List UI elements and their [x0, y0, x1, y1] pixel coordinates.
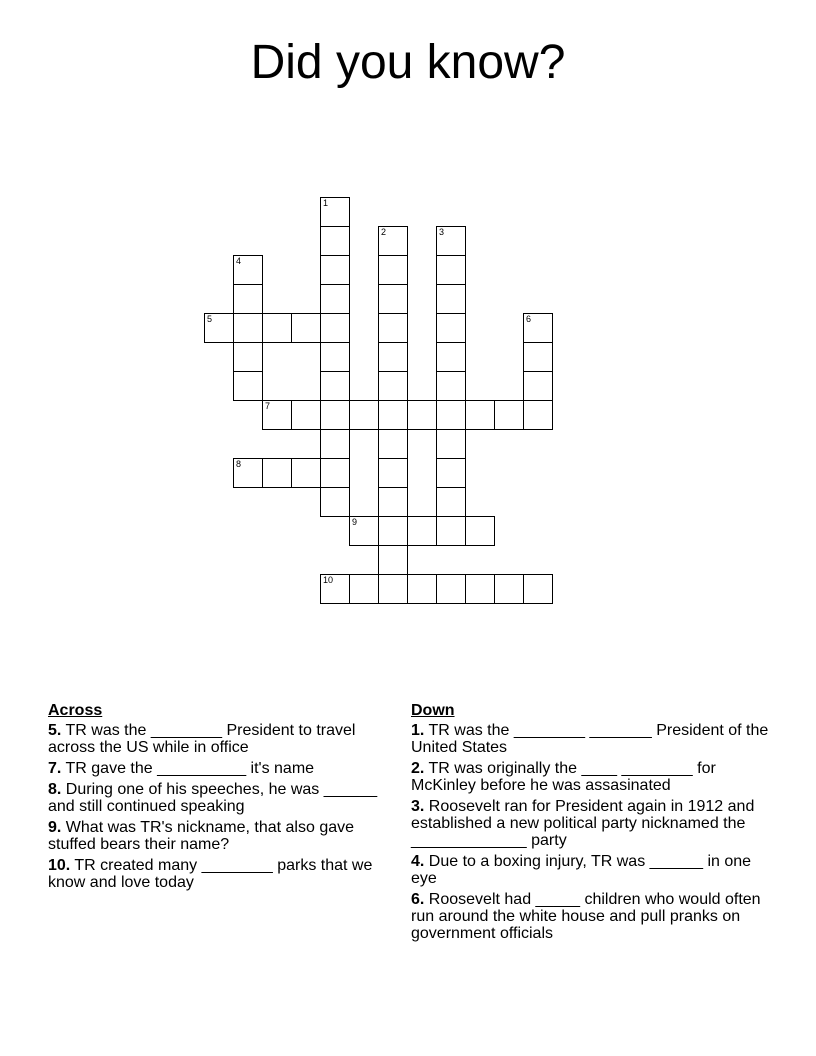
- grid-cell[interactable]: [262, 313, 292, 343]
- grid-cell[interactable]: [407, 516, 437, 546]
- grid-cell[interactable]: [233, 371, 263, 401]
- grid-cell[interactable]: [349, 516, 379, 546]
- grid-cell[interactable]: [378, 516, 408, 546]
- grid-cell[interactable]: [407, 400, 437, 430]
- grid-cell[interactable]: [262, 458, 292, 488]
- across-clue: 7. TR gave the __________ it's name: [48, 760, 315, 777]
- down-heading: Down: [411, 702, 455, 719]
- grid-cell[interactable]: [523, 400, 553, 430]
- grid-cell[interactable]: [465, 400, 495, 430]
- grid-cell[interactable]: [378, 400, 408, 430]
- grid-cell[interactable]: [291, 313, 321, 343]
- grid-cell[interactable]: [378, 487, 408, 517]
- grid-cell[interactable]: [523, 371, 553, 401]
- grid-cell[interactable]: [320, 371, 350, 401]
- grid-cell[interactable]: [378, 342, 408, 372]
- grid-cell[interactable]: [233, 313, 263, 343]
- clue-number: 5: [207, 314, 213, 324]
- grid-cell[interactable]: [349, 574, 379, 604]
- across-clues: [48, 702, 393, 895]
- grid-cell[interactable]: [320, 487, 350, 517]
- grid-cell[interactable]: [233, 284, 263, 314]
- grid-cell[interactable]: [465, 574, 495, 604]
- grid-cell[interactable]: [291, 458, 321, 488]
- clue-number: 7: [265, 401, 271, 411]
- grid-cell[interactable]: [291, 400, 321, 430]
- grid-cell[interactable]: [320, 313, 350, 343]
- clue-number: 1: [323, 198, 329, 208]
- grid-cell[interactable]: [378, 545, 408, 575]
- grid-cell[interactable]: [262, 400, 292, 430]
- grid-cell[interactable]: [378, 313, 408, 343]
- clue-number: 6: [526, 314, 532, 324]
- grid-cell[interactable]: [523, 313, 553, 343]
- clue-number: 2: [381, 227, 387, 237]
- across-clue: 5. TR was the ________ President to travel across the US while in office: [48, 722, 356, 756]
- grid-cell[interactable]: [320, 400, 350, 430]
- down-clue: 3. Roosevelt ran for President again in 1912 and established a new political party nicknamed the _____________ party: [411, 798, 755, 849]
- grid-cell[interactable]: [320, 342, 350, 372]
- grid-cell[interactable]: [436, 284, 466, 314]
- clue-number: 9: [352, 517, 358, 527]
- grid-cell[interactable]: [204, 313, 234, 343]
- grid-cell[interactable]: [320, 226, 350, 256]
- grid-cell[interactable]: [378, 226, 408, 256]
- grid-cell[interactable]: [378, 458, 408, 488]
- down-clue: 4. Due to a boxing injury, TR was ______ in one eye: [411, 853, 752, 887]
- grid-cell[interactable]: [320, 284, 350, 314]
- grid-cell[interactable]: [378, 255, 408, 285]
- clue-number: 4: [236, 256, 242, 266]
- grid-cell[interactable]: [436, 342, 466, 372]
- grid-cell[interactable]: [320, 458, 350, 488]
- grid-cell[interactable]: [465, 516, 495, 546]
- grid-cell[interactable]: [494, 400, 524, 430]
- grid-cell[interactable]: [320, 255, 350, 285]
- clue-number: 10: [323, 575, 334, 585]
- grid-cell[interactable]: [436, 371, 466, 401]
- grid-cell[interactable]: [494, 574, 524, 604]
- clue-number: 8: [236, 459, 242, 469]
- grid-cell[interactable]: [378, 429, 408, 459]
- down-clues: [411, 702, 771, 946]
- grid-cell[interactable]: [233, 458, 263, 488]
- across-clue: 9. What was TR's nickname, that also gave stuffed bears their name?: [48, 819, 355, 853]
- grid-cell[interactable]: [349, 400, 379, 430]
- grid-cell[interactable]: [378, 284, 408, 314]
- down-clue: 6. Roosevelt had _____ children who would often run around the white house and pull pranks on government officials: [411, 891, 761, 942]
- grid-cell[interactable]: [320, 574, 350, 604]
- puzzle-title: Did you know?: [250, 36, 566, 89]
- grid-cell[interactable]: [436, 313, 466, 343]
- down-clue: 1. TR was the ________ _______ President of the United States: [411, 722, 769, 756]
- grid-cell[interactable]: [436, 400, 466, 430]
- grid-cell[interactable]: [436, 458, 466, 488]
- clue-number: 3: [439, 227, 445, 237]
- grid-cell[interactable]: [320, 197, 350, 227]
- grid-cell[interactable]: [436, 226, 466, 256]
- grid-cell[interactable]: [523, 574, 553, 604]
- across-clue: 10. TR created many ________ parks that we know and love today: [48, 857, 373, 891]
- grid-cell[interactable]: [436, 255, 466, 285]
- grid-cell[interactable]: [436, 487, 466, 517]
- grid-cell[interactable]: [436, 516, 466, 546]
- down-clue: 2. TR was originally the ____ ________ for McKinley before he was assasinated: [411, 760, 716, 794]
- grid-cell[interactable]: [436, 574, 466, 604]
- grid-cell[interactable]: [436, 429, 466, 459]
- grid-cell[interactable]: [378, 371, 408, 401]
- grid-cell[interactable]: [233, 342, 263, 372]
- grid-cell[interactable]: [523, 342, 553, 372]
- across-clue: 8. During one of his speeches, he was ______ and still continued speaking: [48, 781, 378, 815]
- across-heading: Across: [48, 702, 103, 719]
- grid-cell[interactable]: [233, 255, 263, 285]
- grid-cell[interactable]: [378, 574, 408, 604]
- grid-cell[interactable]: [320, 429, 350, 459]
- grid-cell[interactable]: [407, 574, 437, 604]
